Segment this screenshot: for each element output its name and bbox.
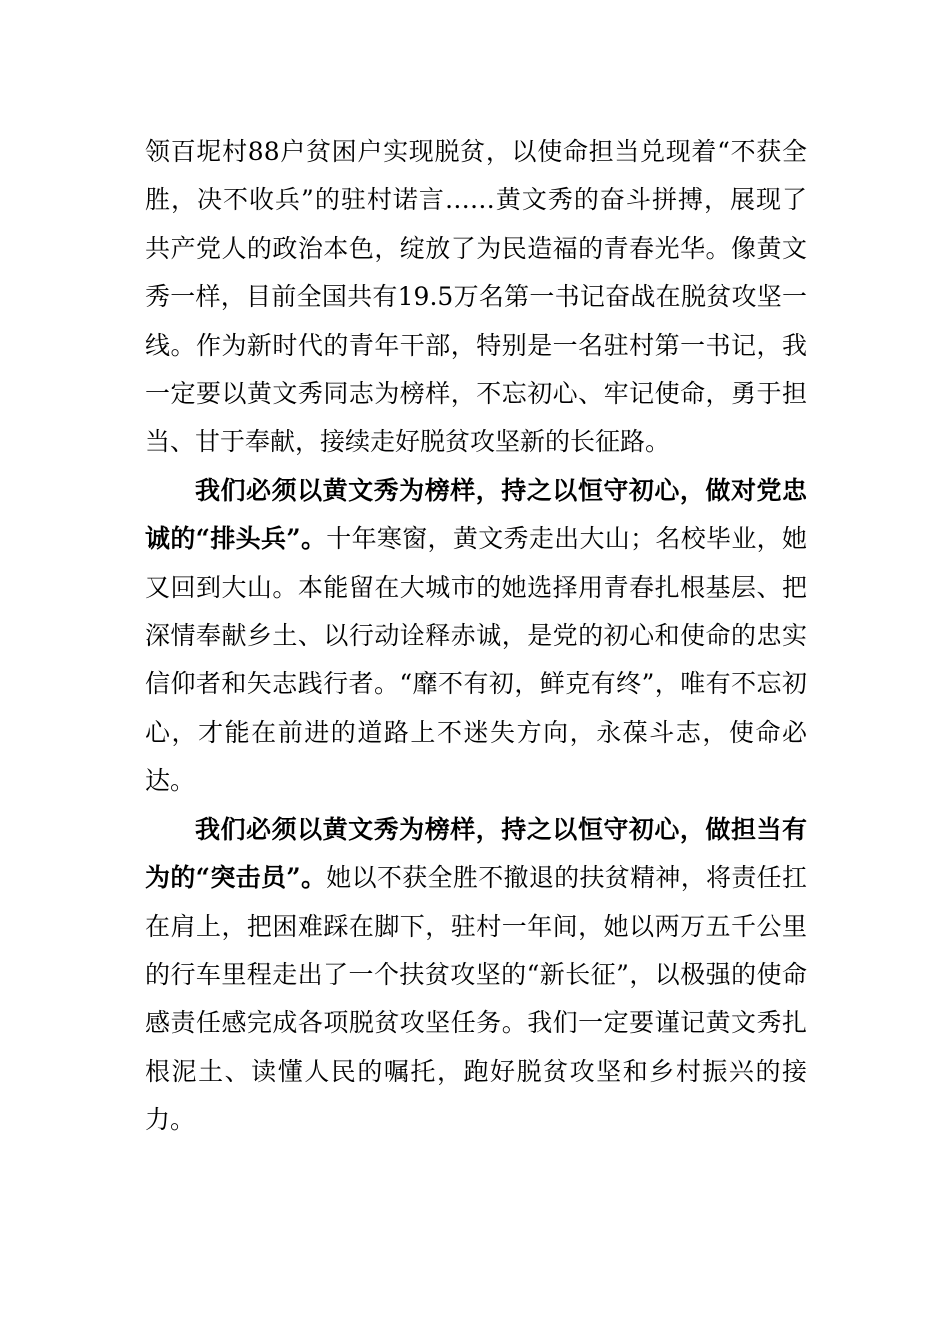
paragraph-3 xyxy=(145,806,807,1145)
paragraph-1 xyxy=(145,128,807,467)
paragraph-3-text: 她以不获全胜不撤退的扶贫精神，将责任扛在肩上，把困难踩在脚下，驻村一年间，她以两万五千公里的行车里程走出了一个扶贫攻坚的“新长征”，以极强的使命感责任感完成各项脱贫攻坚任务。我们一定要谨记黄文秀扎根泥土、读懂人民的嘱托，跑好脱贫攻坚和乡村振兴的接力。 xyxy=(145,863,807,1135)
paragraph-2-lead: 我们必须以黄文秀为榜样，持之以恒守初心，做对党忠诚的“排头兵”。 xyxy=(145,475,807,554)
document-body xyxy=(145,128,807,1145)
paragraph-2-text: 十年寒窗，黄文秀走出大山；名校毕业，她又回到大山。本能留在大城市的她选择用青春扎根基层、把深情奉献乡土、以行动诠释赤诚，是党的初心和使命的忠实信仰者和矢志践行者。“靡不有初，鲜克有终”，唯有不忘初心，才能在前进的道路上不迷失方向，永葆斗志，使命必达。 xyxy=(145,524,807,796)
paragraph-2 xyxy=(145,467,807,806)
paragraph-3-lead: 我们必须以黄文秀为榜样，持之以恒守初心，做担当有为的“突击员”。 xyxy=(145,814,807,893)
paragraph-1-text: 领百坭村88户贫困户实现脱贫，以使命担当兑现着“不获全胜，决不收兵”的驻村诺言……黄文秀的奋斗拼搏，展现了共产党人的政治本色，绽放了为民造福的青春光华。像黄文秀一样，目前全国共有19.5万名第一书记奋战在脱贫攻坚一线。作为新时代的青年干部，特别是一名驻村第一书记，我一定要以黄文秀同志为榜样，不忘初心、牢记使命，勇于担当、甘于奉献，接续走好脱贫攻坚新的长征路。 xyxy=(145,137,807,457)
